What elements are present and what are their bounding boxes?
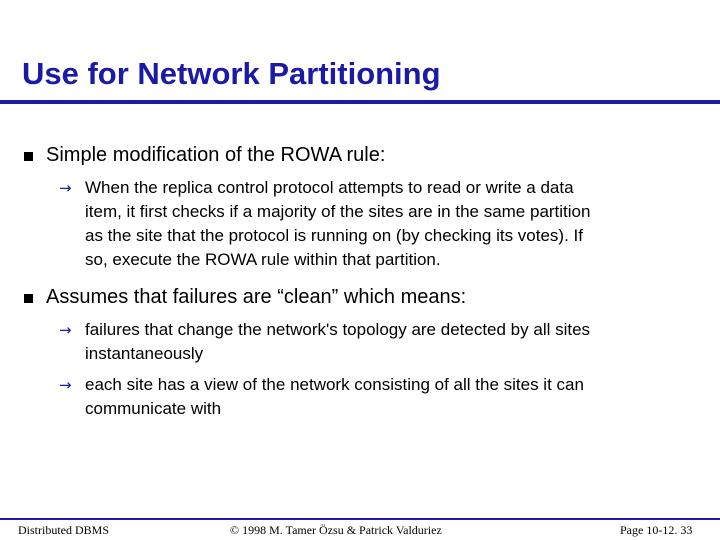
bullet-1-sub-1 xyxy=(85,176,695,272)
sub-line: When the replica control protocol attempts to read or write a data xyxy=(85,178,574,197)
bullet-1-text: Simple modification of the ROWA rule: xyxy=(46,144,386,166)
bullet-2-sub-1 xyxy=(85,318,695,366)
square-bullet-icon xyxy=(24,294,33,303)
footer-center: © 1998 M. Tamer Özsu & Patrick Valduriez xyxy=(230,523,442,537)
sub-line: so, execute the ROWA rule within that partition. xyxy=(85,250,441,269)
sub-line: as the site that the protocol is running on (by checking its votes). If xyxy=(85,226,583,245)
footer-divider xyxy=(0,518,720,520)
slide-title: Use for Network Partitioning xyxy=(22,56,441,91)
footer-left: Distributed DBMS xyxy=(18,523,110,537)
arrow-bullet-icon: → xyxy=(59,376,72,394)
sub-line: item, it first checks if a majority of the sites are in the same partition xyxy=(85,202,591,221)
bullet-2-sub-2 xyxy=(85,373,695,421)
arrow-bullet-icon: → xyxy=(59,179,72,197)
square-bullet-icon xyxy=(24,152,33,161)
sub-line: each site has a view of the network consisting of all the sites it can xyxy=(85,375,584,394)
title-divider xyxy=(0,100,720,104)
sub-line: instantaneously xyxy=(85,344,204,363)
sub-line: communicate with xyxy=(85,399,222,418)
bullet-2-text: Assumes that failures are “clean” which means: xyxy=(46,286,467,308)
arrow-bullet-icon: → xyxy=(59,321,72,339)
sub-line: failures that change the network's topology are detected by all sites xyxy=(85,320,591,339)
footer-right: Page 10-12. 33 xyxy=(620,523,693,537)
